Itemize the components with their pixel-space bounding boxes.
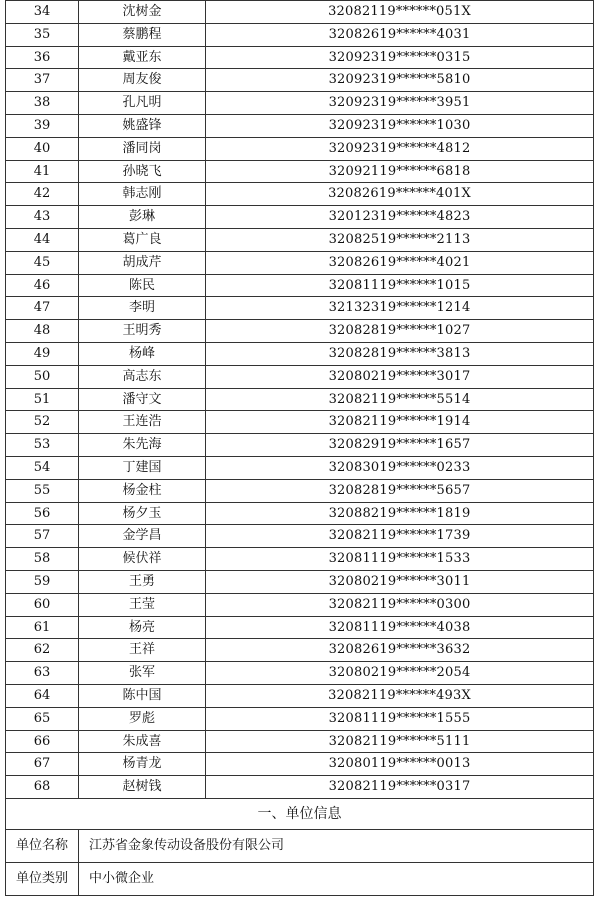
table-row: [6, 570, 594, 593]
table-row: [6, 365, 594, 388]
table-row: [6, 434, 594, 457]
id-number: 32080219******3017: [206, 365, 594, 388]
table-row: [6, 297, 594, 320]
personnel-rows: [6, 1, 594, 799]
id-number: 32092119******6818: [206, 160, 594, 183]
id-number: 32092319******1030: [206, 114, 594, 137]
person-name: 王莹: [79, 593, 206, 616]
person-name: 杨峰: [79, 342, 206, 365]
row-number: 45: [6, 251, 79, 274]
person-name: 孙晓飞: [79, 160, 206, 183]
table-row: [6, 548, 594, 571]
person-name: 杨金柱: [79, 479, 206, 502]
table-row: [6, 388, 594, 411]
person-name: 孔凡明: [79, 92, 206, 115]
row-number: 46: [6, 274, 79, 297]
row-number: 62: [6, 639, 79, 662]
row-number: 42: [6, 183, 79, 206]
row-number: 48: [6, 320, 79, 343]
table-row: [6, 342, 594, 365]
id-number: 32081119******1015: [206, 274, 594, 297]
person-name: 王连浩: [79, 411, 206, 434]
row-number: 37: [6, 69, 79, 92]
row-number: 50: [6, 365, 79, 388]
person-name: 陈中国: [79, 684, 206, 707]
row-number: 39: [6, 114, 79, 137]
row-number: 63: [6, 662, 79, 685]
person-name: 高志东: [79, 365, 206, 388]
id-number: 32083019******0233: [206, 456, 594, 479]
table-row: [6, 228, 594, 251]
table-row: [6, 23, 594, 46]
person-name: 王明秀: [79, 320, 206, 343]
table-row: [6, 251, 594, 274]
table-row: [6, 525, 594, 548]
table-row: [6, 684, 594, 707]
person-name: 潘守文: [79, 388, 206, 411]
id-number: 32082619******4021: [206, 251, 594, 274]
person-name: 戴亚东: [79, 46, 206, 69]
table-row: [6, 206, 594, 229]
id-number: 32092319******5810: [206, 69, 594, 92]
person-name: 彭琳: [79, 206, 206, 229]
id-number: 32082819******1027: [206, 320, 594, 343]
id-number: 32092319******4812: [206, 137, 594, 160]
table-row: [6, 616, 594, 639]
person-name: 杨青龙: [79, 753, 206, 776]
id-number: 32082619******401X: [206, 183, 594, 206]
id-number: 32082119******1739: [206, 525, 594, 548]
person-name: 王勇: [79, 570, 206, 593]
row-number: 47: [6, 297, 79, 320]
table-row: [6, 114, 594, 137]
person-name: 沈树金: [79, 1, 206, 24]
table-row: [6, 662, 594, 685]
id-number: 32012319******4823: [206, 206, 594, 229]
id-number: 32082119******493X: [206, 684, 594, 707]
personnel-table: [5, 0, 594, 896]
unit-type-label: 单位类别: [6, 862, 79, 895]
person-name: 朱先海: [79, 434, 206, 457]
id-number: 32088219******1819: [206, 502, 594, 525]
id-number: 32092319******3951: [206, 92, 594, 115]
id-number: 32081119******1555: [206, 707, 594, 730]
id-number: 32082819******3813: [206, 342, 594, 365]
table-row: [6, 502, 594, 525]
id-number: 32082119******051X: [206, 1, 594, 24]
section-row: [6, 798, 594, 829]
table-row: [6, 456, 594, 479]
id-number: 32080219******2054: [206, 662, 594, 685]
table-row: [6, 1, 594, 24]
id-number: 32082619******4031: [206, 23, 594, 46]
row-number: 66: [6, 730, 79, 753]
person-name: 潘同岗: [79, 137, 206, 160]
row-number: 35: [6, 23, 79, 46]
id-number: 32082119******0317: [206, 776, 594, 799]
row-number: 51: [6, 388, 79, 411]
row-number: 58: [6, 548, 79, 571]
person-name: 王祥: [79, 639, 206, 662]
row-number: 44: [6, 228, 79, 251]
person-name: 罗彪: [79, 707, 206, 730]
id-number: 32092319******0315: [206, 46, 594, 69]
row-number: 64: [6, 684, 79, 707]
unit-type-row: [6, 862, 594, 895]
table-row: [6, 753, 594, 776]
table-row: [6, 274, 594, 297]
id-number: 32082119******5111: [206, 730, 594, 753]
row-number: 40: [6, 137, 79, 160]
table-row: [6, 479, 594, 502]
person-name: 陈民: [79, 274, 206, 297]
unit-name-row: [6, 829, 594, 862]
row-number: 41: [6, 160, 79, 183]
person-name: 韩志刚: [79, 183, 206, 206]
row-number: 52: [6, 411, 79, 434]
table-row: [6, 320, 594, 343]
row-number: 57: [6, 525, 79, 548]
table-row: [6, 137, 594, 160]
row-number: 36: [6, 46, 79, 69]
table-row: [6, 707, 594, 730]
row-number: 68: [6, 776, 79, 799]
row-number: 54: [6, 456, 79, 479]
person-name: 周友俊: [79, 69, 206, 92]
table-row: [6, 730, 594, 753]
row-number: 59: [6, 570, 79, 593]
unit-name-value: 江苏省金象传动设备股份有限公司: [79, 829, 594, 862]
id-number: 32080119******0013: [206, 753, 594, 776]
id-number: 32082119******1914: [206, 411, 594, 434]
section-title: 一、单位信息: [6, 798, 594, 829]
table-row: [6, 639, 594, 662]
id-number: 32082619******3632: [206, 639, 594, 662]
id-number: 32082519******2113: [206, 228, 594, 251]
table-row: [6, 160, 594, 183]
id-number: 32080219******3011: [206, 570, 594, 593]
row-number: 65: [6, 707, 79, 730]
person-name: 蔡鹏程: [79, 23, 206, 46]
person-name: 葛广良: [79, 228, 206, 251]
row-number: 56: [6, 502, 79, 525]
table-row: [6, 92, 594, 115]
person-name: 张军: [79, 662, 206, 685]
row-number: 34: [6, 1, 79, 24]
row-number: 67: [6, 753, 79, 776]
table-row: [6, 46, 594, 69]
unit-type-value: 中小微企业: [79, 862, 594, 895]
row-number: 49: [6, 342, 79, 365]
id-number: 32081119******1533: [206, 548, 594, 571]
person-name: 金学昌: [79, 525, 206, 548]
unit-name-label: 单位名称: [6, 829, 79, 862]
id-number: 32132319******1214: [206, 297, 594, 320]
person-name: 丁建国: [79, 456, 206, 479]
person-name: 杨夕玉: [79, 502, 206, 525]
id-number: 32082919******1657: [206, 434, 594, 457]
table-row: [6, 69, 594, 92]
id-number: 32081119******4038: [206, 616, 594, 639]
row-number: 38: [6, 92, 79, 115]
person-name: 候伏祥: [79, 548, 206, 571]
row-number: 43: [6, 206, 79, 229]
row-number: 60: [6, 593, 79, 616]
id-number: 32082119******0300: [206, 593, 594, 616]
table-row: [6, 183, 594, 206]
id-number: 32082819******5657: [206, 479, 594, 502]
person-name: 朱成喜: [79, 730, 206, 753]
row-number: 61: [6, 616, 79, 639]
table-row: [6, 411, 594, 434]
row-number: 55: [6, 479, 79, 502]
person-name: 姚盛锋: [79, 114, 206, 137]
person-name: 胡成芹: [79, 251, 206, 274]
id-number: 32082119******5514: [206, 388, 594, 411]
person-name: 赵树钱: [79, 776, 206, 799]
person-name: 杨亮: [79, 616, 206, 639]
row-number: 53: [6, 434, 79, 457]
table-row: [6, 593, 594, 616]
person-name: 李明: [79, 297, 206, 320]
table-row: [6, 776, 594, 799]
